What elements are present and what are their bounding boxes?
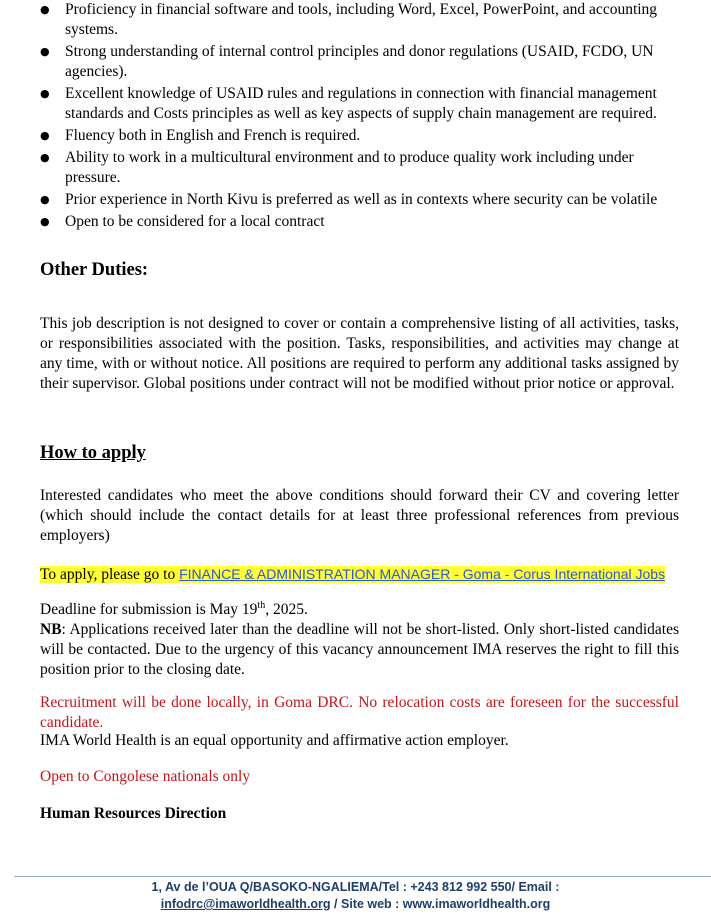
list-item: ● Excellent knowledge of USAID rules and regulations in connection with financial management standards and Costs principles as well as key aspects of supply chain management are required. <box>40 84 675 124</box>
list-item: ● Proficiency in financial software and tools, including Word, Excel, PowerPoint, and accounting systems. <box>40 0 675 40</box>
how-to-apply-heading: How to apply <box>40 443 146 463</box>
list-item: ● Ability to work in a multicultural environment and to produce quality work including under pressure. <box>40 148 675 188</box>
nb-label: NB <box>40 621 62 638</box>
footer-address: 1, Av de l’OUA Q/BASOKO-NGALIEMA/Tel : +243 812 992 550/ Email : <box>151 880 560 894</box>
deadline-text <box>40 600 679 620</box>
recruitment-note: Recruitment will be done locally, in Goma DRC. No relocation costs are foreseen for the successful candidate. <box>40 694 679 731</box>
requirements-list <box>40 0 675 234</box>
apply-prefix-text: To apply, please go to <box>40 566 180 583</box>
footer-site: / Site web : www.imaworldhealth.org <box>330 897 551 911</box>
footer-contact <box>0 896 711 913</box>
nb-text: : Applications received later than the deadline will not be short-listed. Only short-listed candidates will be contacted. Due to the urgency of this vacancy announcement IMA reserves the right to fill this position prior to the closing date. <box>40 621 679 678</box>
nationals-note: Open to Congolese nationals only <box>40 768 251 785</box>
other-duties-heading: Other Duties: <box>40 260 149 280</box>
job-posting-link[interactable]: FINANCE & ADMINISTRATION MANAGER - Goma - Corus International Jobs <box>179 566 666 582</box>
list-item: ● Open to be considered for a local contract <box>40 212 675 232</box>
footer-divider <box>14 876 711 877</box>
footer <box>0 879 711 913</box>
apply-instruction <box>40 564 679 585</box>
footer-email-link[interactable]: infodrc@imaworldhealth.org <box>160 897 331 911</box>
signature: Human Resources Direction <box>40 805 227 822</box>
other-duties-text: This job description is not designed to cover or contain a comprehensive listing of all activities, tasks, or responsibilities associated with the position. Tasks, responsibilities, and activities may change at any time, with or without notice. All positions are required to perform any additional tasks assigned by their supervisor. Global positions under contract will not be modified without prior notice or approval. <box>40 315 679 392</box>
apply-highlight <box>40 566 665 583</box>
equal-opportunity-text: IMA World Health is an equal opportunity and affirmative action employer. <box>40 732 509 749</box>
deadline-sup: th <box>257 599 266 611</box>
apply-intro-text: Interested candidates who meet the above conditions should forward their CV and covering letter (which should include the contact details for at least three professional references from previous employers) <box>40 487 679 544</box>
nb-paragraph <box>40 620 679 680</box>
deadline-suffix: , 2025. <box>265 601 308 618</box>
list-item: ● Fluency both in English and French is required. <box>40 126 675 146</box>
deadline-prefix: Deadline for submission is May 19 <box>40 601 258 618</box>
list-item: ● Strong understanding of internal control principles and donor regulations (USAID, FCDO, UN agencies). <box>40 42 675 82</box>
list-item: ● Prior experience in North Kivu is preferred as well as in contexts where security can be volatile <box>40 190 675 210</box>
